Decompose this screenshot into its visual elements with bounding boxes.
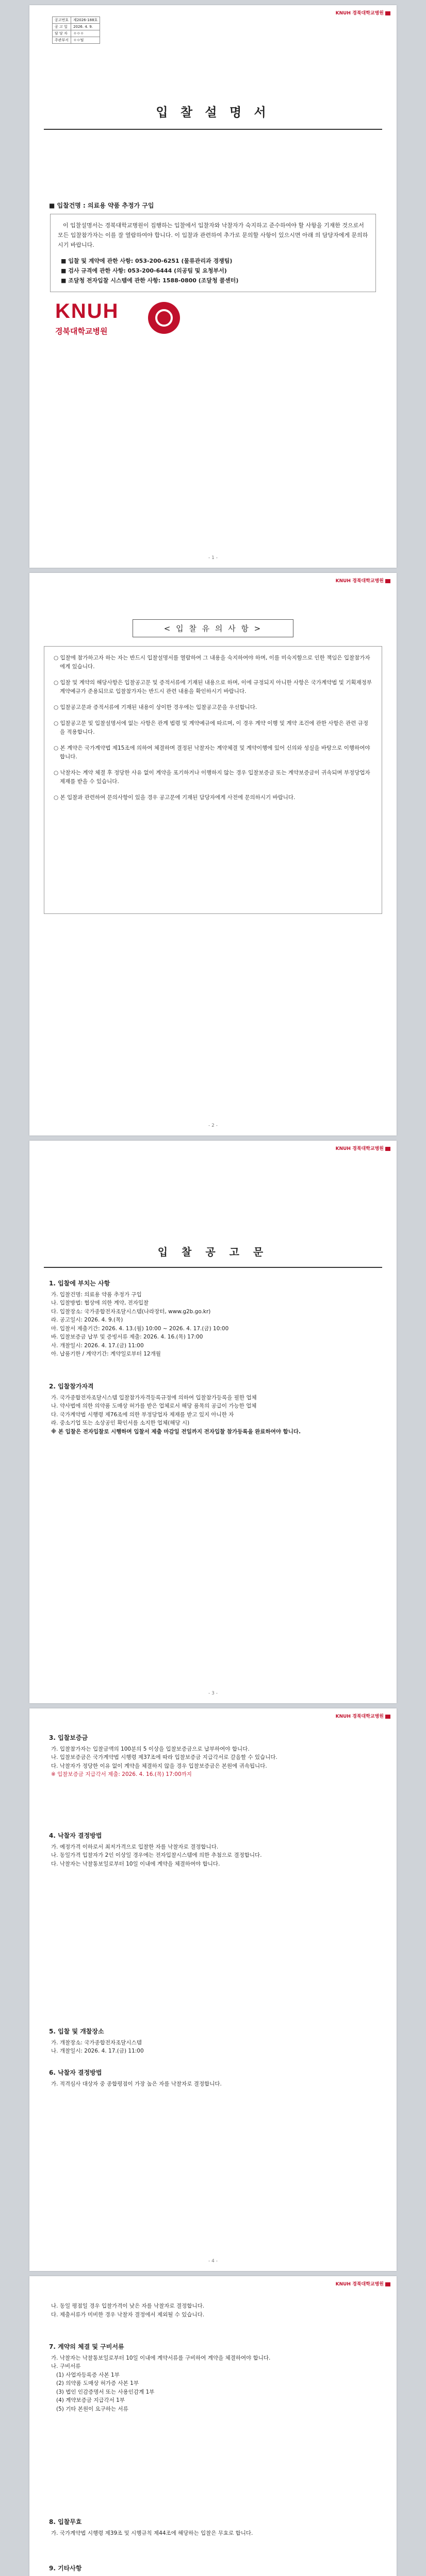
note-text: ※ 본 입찰은 전자입찰로 시행하며 입찰서 제출 마감일 전일까지 전자입찰 참가등록을 완료하여야 합니다. xyxy=(51,1428,301,1435)
list-item: 다. 국가계약법 시행령 제76조에 의한 부정당업자 제재를 받고 있지 아니한 자 xyxy=(51,1411,234,1418)
list-item: 라. 공고일시: 2026. 4. 9.(목) xyxy=(51,1317,123,1323)
list-item: 가. 개찰장소: 국가종합전자조달시스템 xyxy=(51,2039,142,2046)
table-cell: 담 당 자 xyxy=(53,30,71,37)
list-item: 나. 개찰일시: 2026. 4. 17.(금) 11:00 xyxy=(51,2048,144,2054)
section-heading: 8. 입찰무효 xyxy=(49,2518,82,2526)
list-item: 바. 입찰보증금 납부 및 증빙서류 제출: 2026. 4. 16.(목) 17:00 xyxy=(51,1334,203,1340)
list-item: 다. 낙찰자는 낙찰통보일로부터 10일 이내에 계약을 체결하여야 합니다. xyxy=(51,1860,220,1867)
list-item: (5) 기타 본원이 요구하는 서류 xyxy=(56,2405,128,2412)
section-heading: 5. 입찰 및 개찰장소 xyxy=(49,2028,104,2035)
bid-subject: ■ 입찰건명 : 의료용 약품 추정가 구입 xyxy=(49,202,154,209)
section-3 xyxy=(49,1734,377,1780)
intro-box xyxy=(50,214,376,292)
section-7 xyxy=(49,2343,377,2414)
table-row xyxy=(53,17,100,24)
table-cell: 공 고 일 xyxy=(53,24,71,30)
list-item: 나. 구비서류 xyxy=(51,2363,81,2369)
list-item: 마. 입찰서 제출기간: 2026. 4. 13.(월) 10:00 ~ 2026. 4. 17.(금) 10:00 xyxy=(51,1325,229,1332)
header-logo: KNUH 경북대학교병원 xyxy=(336,577,390,584)
contact-line: ■ 조달청 전자입찰 시스템에 관한 사항: 1588-0800 (조달청 콜센터) xyxy=(61,277,239,284)
contact-line: ■ 검사 규격에 관한 사항: 053-200-6444 (의공팀 및 요청부서) xyxy=(61,267,227,274)
logo-mark-icon xyxy=(385,579,390,583)
list-item: 가. 입찰참가자는 입찰금액의 100분의 5 이상을 입찰보증금으로 납부하여야 합니다. xyxy=(51,1745,250,1752)
notes-box xyxy=(44,646,382,914)
note-item: ○ 입찰 및 계약의 해당사항은 입찰공고문 및 증적서류에 기재된 내용으로 하며, 이에 규정되지 아니한 사항은 국가계약법 및 기획재정부 계약예규가 준용되므로 입찰참가자는 반드시 관련 내용을 확인하시기 바랍니다. xyxy=(54,680,372,694)
note-item: ○ 입찰에 참가하고자 하는 자는 반드시 입찰설명서를 열람하여 그 내용을 숙지하여야 하며, 이를 미숙지함으로 인한 책임은 입찰참가자에게 있습니다. xyxy=(54,655,370,670)
section-heading: 3. 입찰보증금 xyxy=(49,1734,88,1741)
table-cell: 제2026-188호 xyxy=(71,17,100,24)
section-heading: 6. 낙찰자 결정방법 xyxy=(49,2069,102,2076)
header-logo: KNUH 경북대학교병원 xyxy=(336,2280,390,2287)
list-item: 나. 동일 평점일 경우 입찰가격이 낮은 자를 낙찰자로 결정합니다. xyxy=(51,2303,205,2309)
section-4 xyxy=(49,1832,377,1869)
list-item: (2) 의약품 도매상 허가증 사본 1부 xyxy=(56,2380,139,2386)
list-item: 다. 제출서류가 미비한 경우 낙찰자 결정에서 제외될 수 있습니다. xyxy=(51,2311,205,2318)
logo-mark-icon xyxy=(385,1715,390,1719)
note-item: ○ 본 입찰과 관련하여 문의사항이 있을 경우 공고문에 기재된 담당자에게 사전에 문의하시기 바랍니다. xyxy=(54,794,296,801)
header-logo: KNUH 경북대학교병원 xyxy=(336,9,390,16)
table-cell: 2026. 4. 9. xyxy=(71,24,100,30)
list-item: 가. 입찰건명: 의료용 약품 추정가 구입 xyxy=(51,1291,142,1298)
section-heading: 1. 입찰에 부치는 사항 xyxy=(49,1280,110,1287)
section-6-cont xyxy=(49,2302,377,2319)
document-page-2 xyxy=(29,573,397,1136)
emblem-icon xyxy=(148,302,180,334)
section-6 xyxy=(49,2069,377,2089)
notes-title: < 입 찰 유 의 사 항 > xyxy=(133,619,293,637)
note-item: ○ 본 계약은 국가계약법 제15조에 의하여 체결하며 결정된 낙찰자는 계약체결 및 계약이행에 있어 신의와 성실을 바탕으로 이행하여야 합니다. xyxy=(54,745,370,760)
header-logo: KNUH 경북대학교병원 xyxy=(336,1145,390,1151)
note-item: ○ 낙찰자는 계약 체결 후 정당한 사유 없이 계약을 포기하거나 이행하지 않는 경우 입찰보증금 또는 계약보증금이 귀속되며 부정당업자 제재를 받을 수 있습니다. xyxy=(54,770,370,785)
document-page-1 xyxy=(29,5,397,568)
list-item: 가. 적격심사 대상자 중 종합평점이 가장 높은 자를 낙찰자로 결정합니다. xyxy=(51,2080,222,2087)
list-item: 가. 예정가격 이하로서 최저가격으로 입찰한 자를 낙찰자로 결정합니다. xyxy=(51,1843,219,1850)
list-item: 나. 입찰방법: 협상에 의한 계약, 전자입찰 xyxy=(51,1300,149,1306)
logo-text: KNUH xyxy=(55,300,119,323)
page-number: - 2 - xyxy=(208,1123,218,1128)
logo-mark-icon xyxy=(385,2282,390,2286)
page-number: - 4 - xyxy=(208,2259,218,2264)
list-item: (1) 사업자등록증 사본 1부 xyxy=(56,2371,120,2378)
notice-title: 입 찰 공 고 문 xyxy=(157,1246,269,1258)
list-item: 나. 약사법에 의한 의약품 도매상 허가를 받은 업체로서 해당 품목의 공급이 가능한 업체 xyxy=(51,1403,257,1409)
note-item: ○ 입찰공고문 및 입찰설명서에 없는 사항은 관계 법령 및 계약예규에 따르며, 이 경우 계약 이행 및 계약 조건에 관한 사항은 관련 규정을 적용합니다. xyxy=(54,720,369,735)
approval-table xyxy=(52,16,100,44)
list-item: 가. 국가종합전자조달시스템 입찰참가자격등록규정에 의하여 입찰참가등록을 필한 업체 xyxy=(51,1394,257,1401)
document-title: 입 찰 설 명 서 xyxy=(156,105,270,120)
list-item: 아. 납품기한 / 계약기간: 계약일로부터 12개월 xyxy=(51,1351,161,1357)
list-item: 라. 중소기업 또는 소상공인 확인서를 소지한 업체(해당 시) xyxy=(51,1420,190,1426)
section-5 xyxy=(49,2028,377,2056)
section-8 xyxy=(49,2518,377,2538)
table-cell: ㅇㅇ팀 xyxy=(71,37,100,44)
list-item: (3) 법인 인감증명서 또는 사용인감계 1부 xyxy=(56,2388,155,2395)
list-item: 사. 개찰일시: 2026. 4. 17.(금) 11:00 xyxy=(51,1342,144,1349)
document-page-3 xyxy=(29,1141,397,1703)
list-item: 다. 낙찰자가 정당한 이유 없이 계약을 체결하지 않을 경우 입찰보증금은 본원에 귀속됩니다. xyxy=(51,1762,267,1769)
section-heading: 2. 입찰참가자격 xyxy=(49,1383,94,1390)
hospital-logo xyxy=(55,300,354,341)
table-row xyxy=(53,24,100,30)
list-item: (4) 계약보증금 지급각서 1부 xyxy=(56,2397,125,2403)
table-row xyxy=(53,37,100,44)
document-page-5 xyxy=(29,2276,397,2576)
section-heading: 7. 계약의 체결 및 구비서류 xyxy=(49,2343,124,2350)
page-number: - 3 - xyxy=(208,1691,218,1696)
list-item: 다. 입찰장소: 국가종합전자조달시스템(나라장터, www.g2b.go.kr) xyxy=(51,1308,211,1315)
table-cell: 공고번호 xyxy=(53,17,71,24)
highlight-text: ※ 입찰보증금 지급각서 제출: 2026. 4. 16.(목) 17:00까지 xyxy=(51,1771,192,1777)
page-number: - 1 - xyxy=(208,555,218,561)
list-item: 나. 입찰보증금은 국가계약법 시행령 제37조에 따라 입찰보증금 지급각서로 갈음할 수 있습니다. xyxy=(51,1754,277,1760)
contact-line: ■ 입찰 및 계약에 관한 사항: 053-200-6251 (물류관리과 경쟁팀) xyxy=(61,258,233,264)
section-9 xyxy=(49,2565,377,2576)
logo-subtext: 경북대학교병원 xyxy=(55,327,108,336)
divider xyxy=(44,1267,382,1268)
section-1 xyxy=(49,1280,377,1359)
document-page-4 xyxy=(29,1708,397,2271)
section-heading: 4. 낙찰자 결정방법 xyxy=(49,1832,102,1839)
table-cell: 주관부서 xyxy=(53,37,71,44)
table-row xyxy=(53,30,100,37)
logo-mark-icon xyxy=(385,1147,390,1151)
logo-mark-icon xyxy=(385,11,390,15)
note-item: ○ 입찰공고문과 증적서류에 기재된 내용이 상이한 경우에는 입찰공고문을 우선합니다. xyxy=(54,704,257,710)
list-item: 가. 국가계약법 시행령 제39조 및 시행규칙 제44조에 해당하는 입찰은 무효로 합니다. xyxy=(51,2530,253,2536)
list-item: 나. 동일가격 입찰자가 2인 이상일 경우에는 전자입찰시스템에 의한 추첨으로 결정합니다. xyxy=(51,1852,262,1858)
section-heading: 9. 기타사항 xyxy=(49,2565,82,2572)
section-2 xyxy=(49,1383,377,1436)
header-logo: KNUH 경북대학교병원 xyxy=(336,1713,390,1719)
table-cell: ㅇㅇㅇ xyxy=(71,30,100,37)
divider xyxy=(44,129,382,130)
intro-text: 이 입찰설명서는 경북대학교병원이 집행하는 입찰에서 입찰자와 낙찰자가 숙지하고 준수하여야 할 사항을 기재한 것으로서 모든 입찰참가자는 이를 잘 열람하여야 합니다. 이 입찰과 관련하여 추가로 문의할 사항이 있으시면 아래 의 담당자에게 문의하시기 바랍니다. xyxy=(58,222,368,248)
list-item: 가. 낙찰자는 낙찰통보일로부터 10일 이내에 계약서류를 구비하여 계약을 체결하여야 합니다. xyxy=(51,2354,271,2361)
